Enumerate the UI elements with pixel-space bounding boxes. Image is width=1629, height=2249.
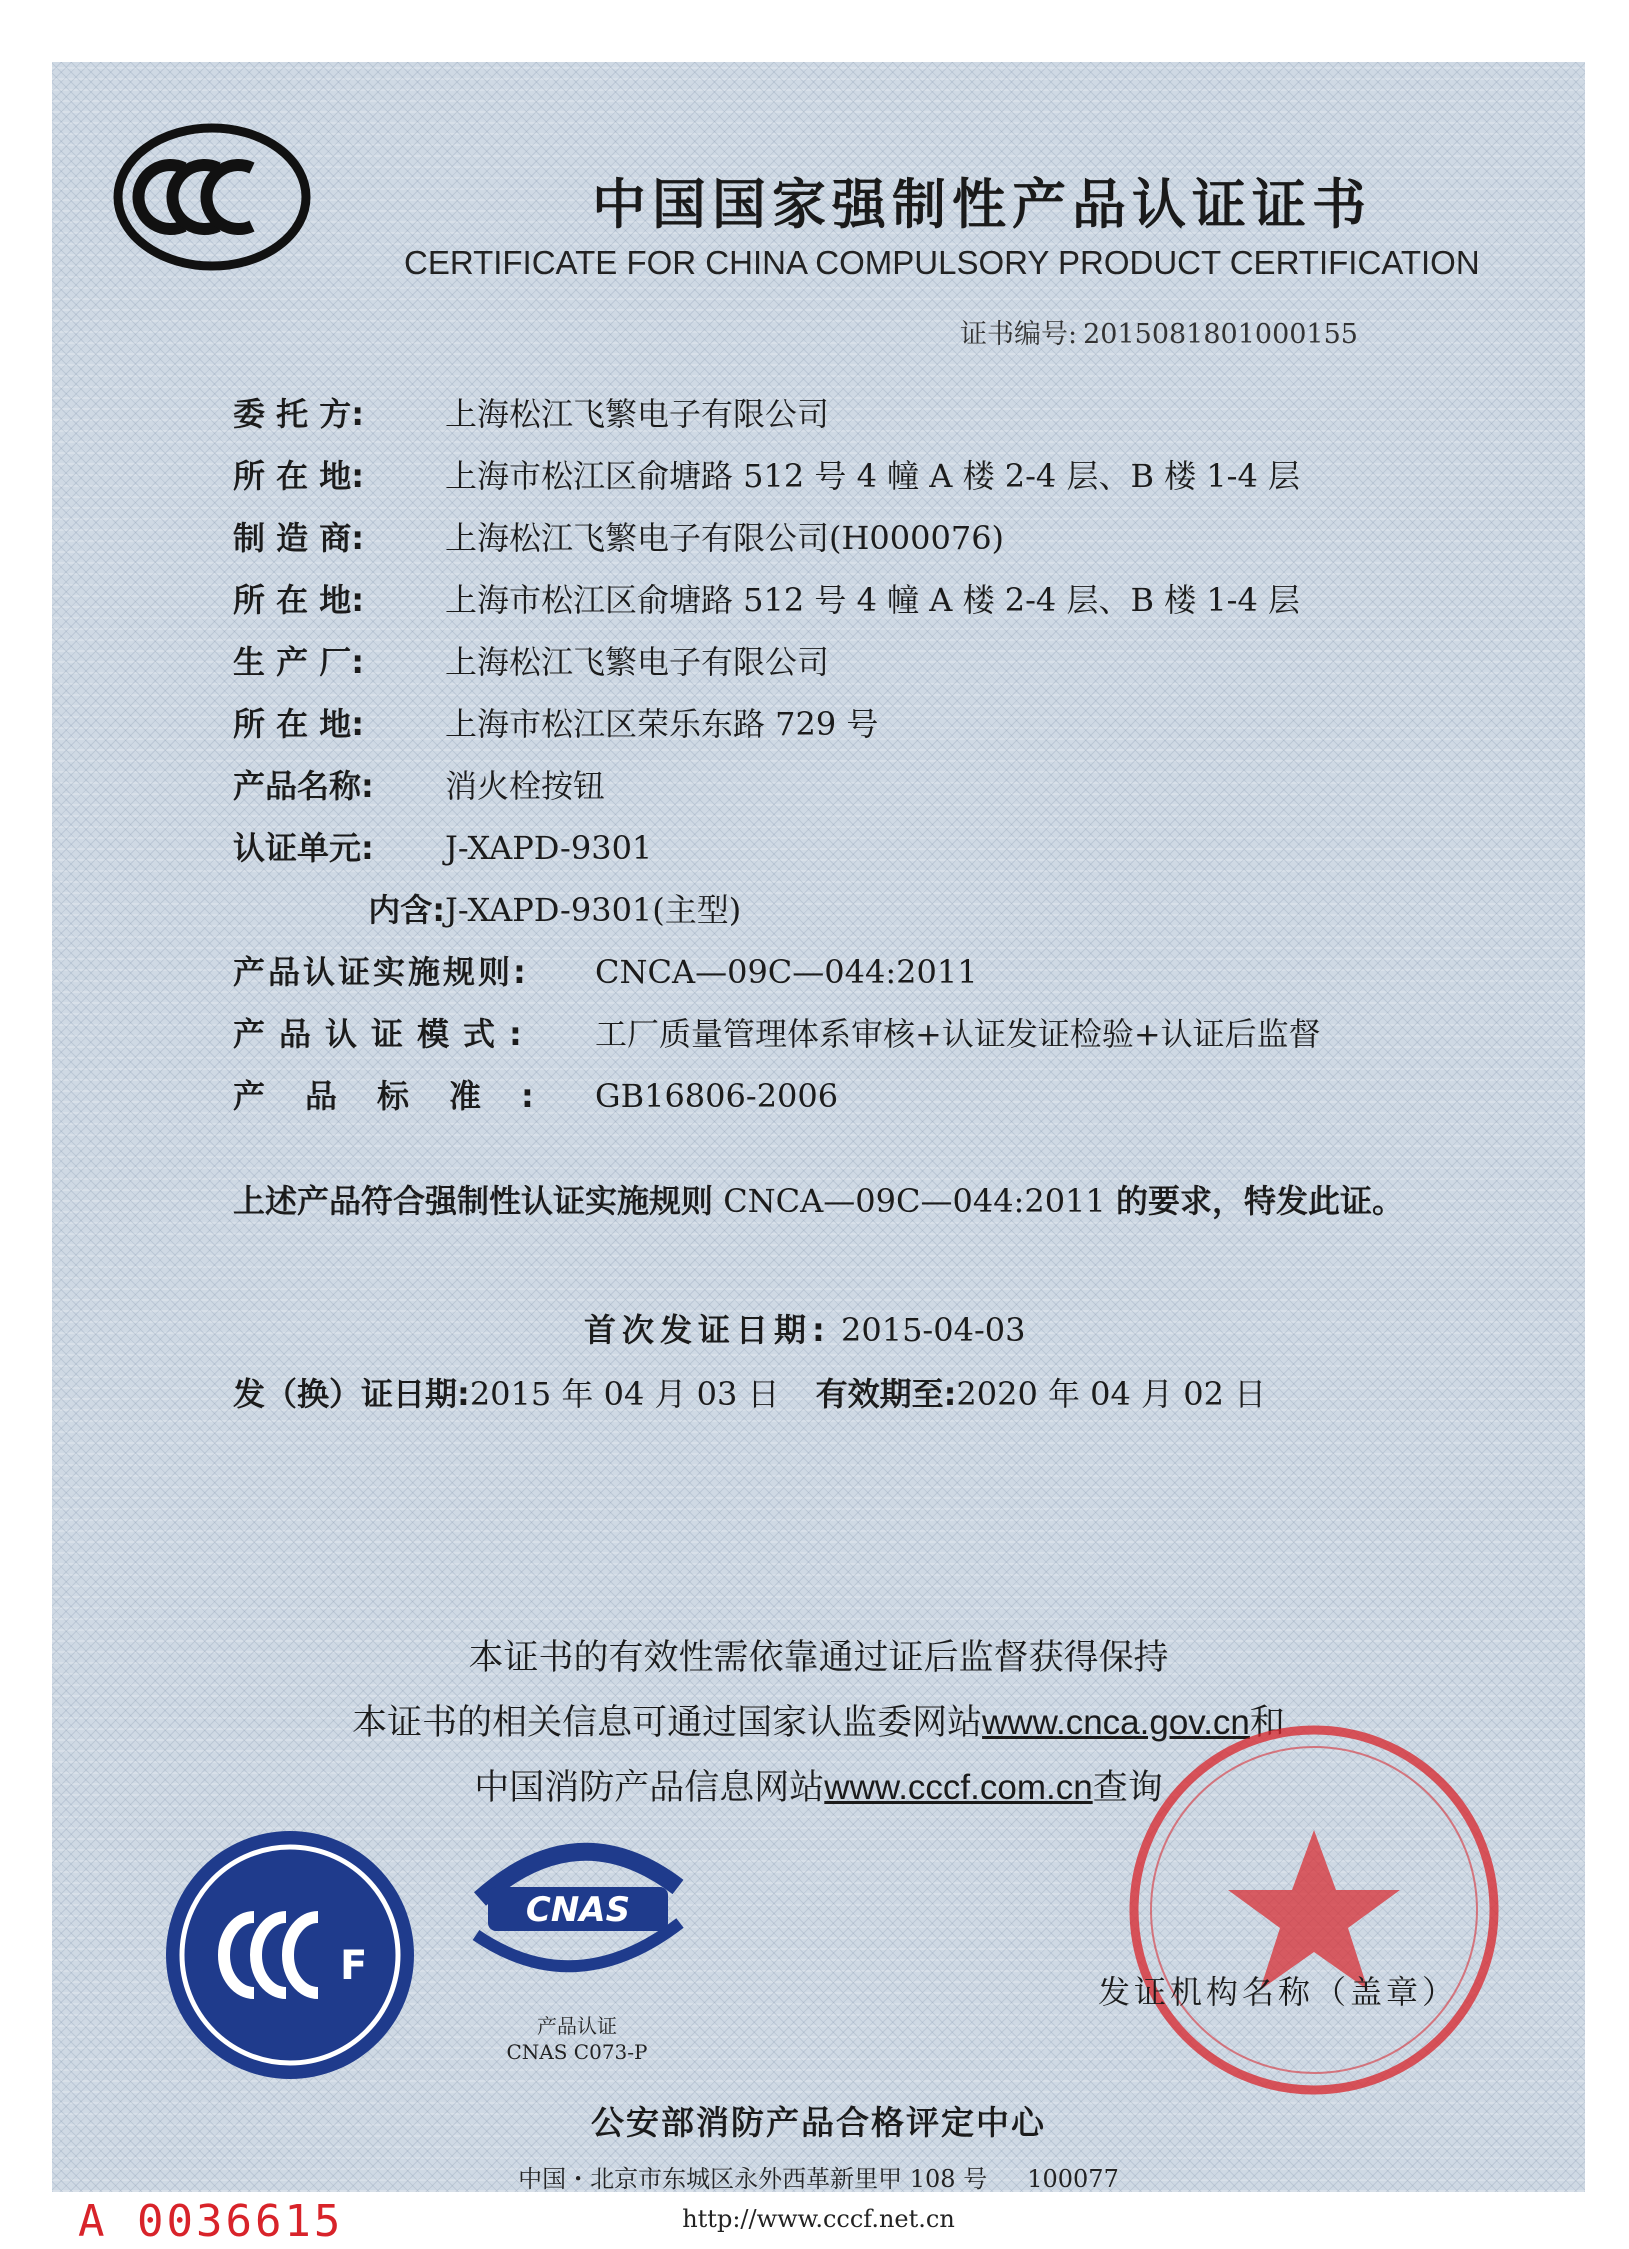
center-postcode: 100077 bbox=[1027, 2165, 1119, 2193]
certificate-number bbox=[960, 312, 1358, 351]
cnas-caption-1: 产品认证 bbox=[537, 2014, 617, 2038]
field-label: 所 在 地: bbox=[233, 581, 365, 619]
certificate-number-label: 证书编号: bbox=[960, 319, 1078, 350]
field-label: 所 在 地: bbox=[233, 457, 365, 495]
field-value: 消火栓按钮 bbox=[445, 767, 606, 805]
title-chinese: 中国国家强制性产品认证证书 bbox=[592, 173, 1372, 236]
issuing-center-address bbox=[52, 2159, 1585, 2194]
notice-line-1: 本证书的有效性需依靠通过证后监督获得保持 bbox=[468, 1638, 1169, 1678]
field-label: 制 造 商: bbox=[233, 519, 365, 557]
statement-part1: 上述产品符合强制性认证实施规则 bbox=[233, 1182, 714, 1220]
field-value: J-XAPD-9301 bbox=[445, 829, 653, 867]
issue-date-label: 发（换）证日期: bbox=[233, 1375, 470, 1413]
field-value: 上海市松江区俞塘路 512 号 4 幢 A 楼 2-4 层、B 楼 1-4 层 bbox=[445, 581, 1301, 619]
conformity-statement bbox=[233, 1170, 1463, 1232]
field-value: 上海松江飞繁电子有限公司(H000076) bbox=[445, 519, 1005, 557]
field-value: 上海松江飞繁电子有限公司 bbox=[445, 395, 830, 433]
cnas-logo-text: CNAS bbox=[525, 1890, 631, 1930]
field-product-name bbox=[233, 766, 605, 806]
cnas-logo-icon bbox=[458, 1817, 698, 2007]
field-rules bbox=[233, 952, 978, 992]
field-includes bbox=[233, 890, 741, 930]
valid-until-label: 有效期至: bbox=[815, 1375, 957, 1413]
field-value: 工厂质量管理体系审核+认证发证检验+认证后监督 bbox=[595, 1015, 1321, 1053]
field-label: 委 托 方: bbox=[233, 395, 365, 433]
field-cert-unit bbox=[233, 828, 652, 868]
field-value: CNCA—09C—044:2011 bbox=[595, 953, 978, 991]
valid-until-value: 2020 年 04 月 02 日 bbox=[956, 1375, 1267, 1413]
field-mode bbox=[233, 1014, 1321, 1054]
field-label: 认证单元: bbox=[233, 829, 374, 867]
field-label: 所 在 地: bbox=[233, 705, 365, 743]
field-label: 产品标准: bbox=[233, 1077, 574, 1115]
cccf-website-link[interactable]: www.cccf.com.cn bbox=[824, 1768, 1093, 1807]
issue-validity-line bbox=[233, 1369, 1266, 1415]
field-value: J-XAPD-9301(主型) bbox=[445, 891, 742, 929]
field-factory bbox=[233, 642, 829, 682]
field-value: 上海松江飞繁电子有限公司 bbox=[445, 643, 830, 681]
field-value: 上海市松江区荣乐东路 729 号 bbox=[445, 705, 879, 743]
red-star-seal-icon bbox=[1114, 1710, 1514, 2110]
notice-line-3-prefix: 中国消防产品信息网站 bbox=[474, 1768, 825, 1808]
field-standard bbox=[233, 1076, 838, 1116]
ccc-f-logo-icon bbox=[154, 1819, 426, 2091]
field-factory-address bbox=[233, 704, 878, 744]
field-applicant bbox=[233, 394, 829, 434]
field-value: GB16806-2006 bbox=[595, 1077, 839, 1115]
first-issue-value: 2015-04-03 bbox=[840, 1311, 1026, 1349]
statement-rule-code: CNCA—09C—044:2011 bbox=[723, 1182, 1106, 1220]
issuing-center-name: 公安部消防产品合格评定中心 bbox=[591, 2103, 1046, 2142]
ccc-f-letter: F bbox=[340, 1943, 368, 1989]
issuing-center-url[interactable]: http://www.cccf.net.cn bbox=[682, 2205, 955, 2233]
serial-number: A 0036615 bbox=[78, 2196, 344, 2247]
notice-line-3-suffix: 查询 bbox=[1092, 1768, 1163, 1808]
field-manufacturer bbox=[233, 518, 1004, 558]
cnas-caption-2: CNAS C073-P bbox=[506, 2040, 648, 2064]
certificate-number-value: 2015081801000155 bbox=[1083, 319, 1358, 350]
field-label: 生 产 厂: bbox=[233, 643, 365, 681]
issue-date-value: 2015 年 04 月 03 日 bbox=[469, 1375, 780, 1413]
field-label: 产品名称: bbox=[233, 767, 374, 805]
first-issue-date bbox=[584, 1305, 1025, 1351]
title-english: CERTIFICATE FOR CHINA COMPULSORY PRODUCT CERTIFICATION bbox=[404, 244, 1480, 281]
center-address: 中国・北京市东城区永外西革新里甲 108 号 bbox=[518, 2165, 988, 2193]
field-label: 内含: bbox=[368, 891, 445, 929]
issuer-label: 发证机构名称（盖章） bbox=[1098, 1973, 1459, 2011]
field-applicant-address bbox=[233, 456, 1300, 496]
ccc-mark-icon bbox=[114, 124, 310, 270]
statement-part2: 的要求，特发此证。 bbox=[1115, 1182, 1404, 1220]
field-manufacturer-address bbox=[233, 580, 1300, 620]
notice-line-2-suffix: 和 bbox=[1249, 1703, 1285, 1743]
cnca-website-link[interactable]: www.cnca.gov.cn bbox=[982, 1703, 1250, 1742]
first-issue-label: 首次发证日期: bbox=[584, 1311, 831, 1349]
field-label: 产品认证模式: bbox=[233, 1015, 536, 1053]
notice-line-2-prefix: 本证书的相关信息可通过国家认监委网站 bbox=[352, 1703, 983, 1743]
field-value: 上海市松江区俞塘路 512 号 4 幢 A 楼 2-4 层、B 楼 1-4 层 bbox=[445, 457, 1301, 495]
field-label: 产品认证实施规则: bbox=[233, 953, 529, 991]
